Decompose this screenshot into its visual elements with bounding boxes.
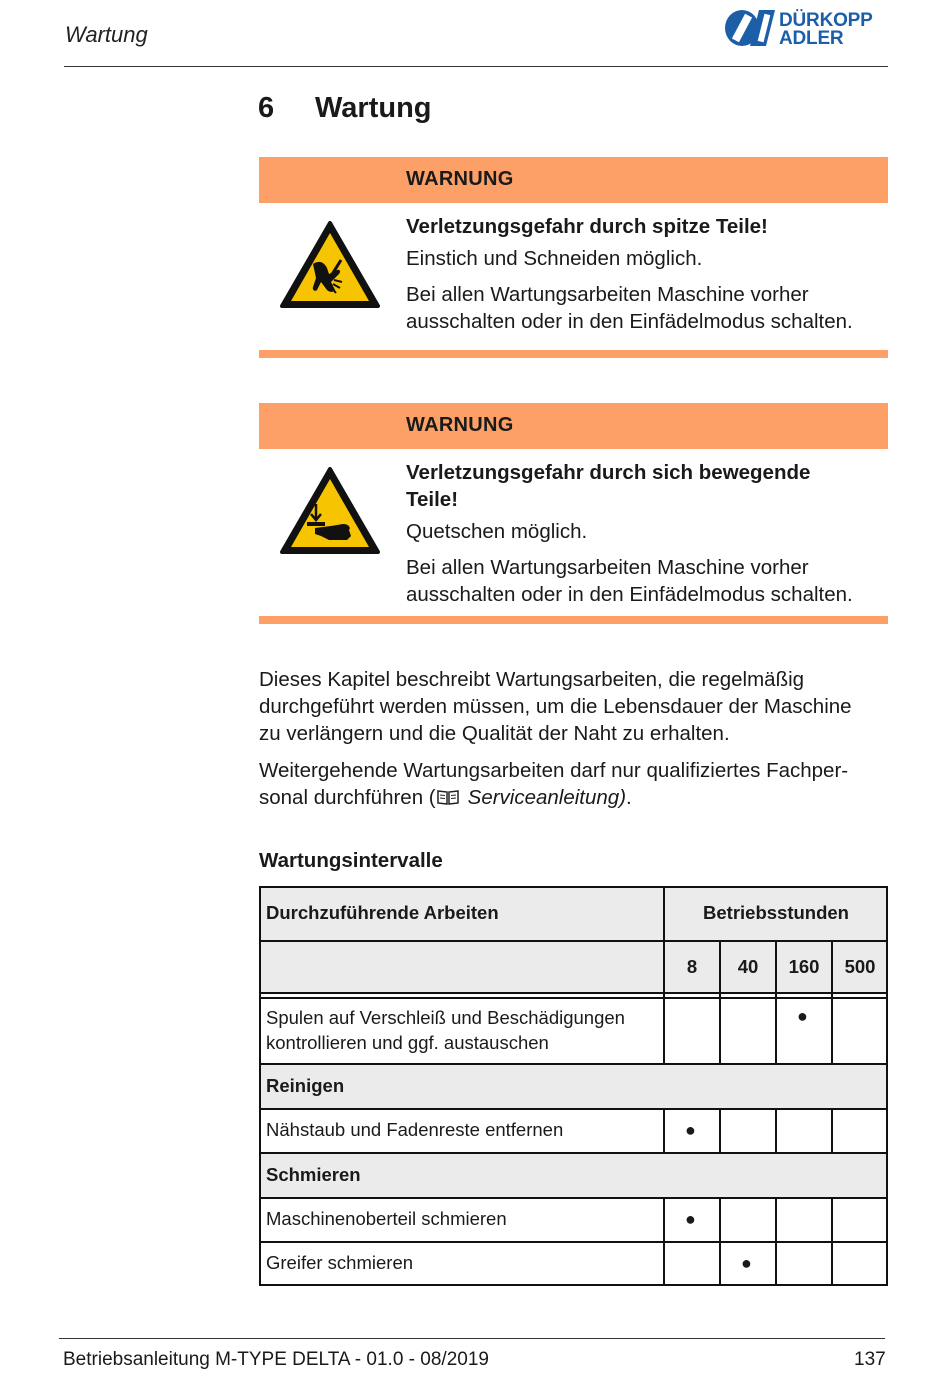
group-row-label: Reinigen (266, 1075, 345, 1096)
warning-header-bar (259, 403, 888, 449)
table-rule (719, 1197, 721, 1286)
chapter-number: 6 (258, 92, 275, 124)
interval-bullet: ● (685, 1209, 696, 1229)
table-rule (259, 997, 888, 999)
interval-bullet: ● (741, 1253, 752, 1273)
brand-name-line1: DÜRKOPP (779, 10, 873, 31)
footer-divider (59, 1338, 885, 1339)
interval-header-500: 500 (844, 956, 876, 977)
table-rule (831, 1197, 833, 1286)
warning-consequence: Quetschen möglich. (406, 520, 588, 543)
warning-instruction-line: ausschalten oder in den Einfädelmodus schalten. (406, 583, 853, 606)
text-line: Weitergehende Wartungsarbeiten darf nur qualifiziertes Fachper- (259, 759, 849, 782)
moving-parts-crush-hazard-icon (279, 466, 381, 556)
table-row-task (266, 1005, 625, 1055)
service-manual-reference[interactable]: Serviceanleitung) (467, 786, 627, 809)
warning-label: WARNUNG (406, 168, 514, 190)
warning-bottom-bar (259, 616, 888, 624)
book-icon (436, 788, 460, 806)
interval-bullet: ● (685, 1120, 696, 1140)
chapter-title: Wartung (315, 92, 432, 124)
text-line: Dieses Kapitel beschreibt Wartungsarbeiten, die regelmäßig (259, 668, 805, 691)
footer-document-title: Betriebsanleitung M-TYPE DELTA - 01.0 - 08/2019 (63, 1349, 489, 1370)
table-rule (775, 1108, 777, 1153)
warning-header-bar (259, 157, 888, 203)
interval-header-160: 160 (788, 956, 820, 977)
table-rule (775, 1197, 777, 1286)
maintenance-intervals-table (259, 886, 888, 1286)
table-rule (719, 940, 721, 1064)
text-fragment: . (626, 786, 632, 809)
warning-title: Verletzungsgefahr durch spitze Teile! (406, 215, 768, 238)
page-number: 137 (854, 1349, 886, 1370)
intro-paragraph (259, 757, 894, 811)
column-header-task: Durchzuführende Arbeiten (266, 902, 499, 923)
text-line: Spulen auf Verschleiß und Beschädigungen (266, 1007, 625, 1028)
text-line: zu verlängern und die Qualität der Naht zu erhalten. (259, 722, 730, 745)
table-rule (259, 1108, 888, 1110)
warning-instruction-line: ausschalten oder in den Einfädelmodus schalten. (406, 310, 853, 333)
table-rule (259, 886, 261, 1286)
table-rule (259, 886, 888, 888)
warning-title: Verletzungsgefahr durch sich bewegende (406, 461, 811, 484)
interval-bullet: ● (797, 1006, 808, 1026)
table-rule (259, 1284, 888, 1286)
brand-logo (722, 5, 888, 51)
warning-title: Teile! (406, 488, 459, 511)
running-header: Wartung (65, 22, 148, 47)
group-row-label: Schmieren (266, 1164, 361, 1185)
interval-header-40: 40 (737, 956, 759, 977)
table-row-task: Greifer schmieren (266, 1252, 414, 1273)
interval-header-8: 8 (686, 956, 698, 977)
warning-message (406, 459, 896, 608)
warning-message (406, 213, 896, 335)
warning-instruction-line: Bei allen Wartungsarbeiten Maschine vorher (406, 283, 809, 306)
warning-label: WARNUNG (406, 414, 514, 436)
table-rule (663, 1197, 665, 1286)
table-rule (259, 940, 888, 942)
table-rule (259, 1152, 888, 1154)
table-rule (259, 992, 888, 994)
warning-bottom-bar (259, 350, 888, 358)
text-fragment: sonal durchführen ( (259, 786, 436, 809)
table-rule (775, 940, 777, 1064)
text-line: kontrollieren und ggf. austauschen (266, 1032, 549, 1053)
table-rule (831, 1108, 833, 1153)
table-rule (259, 1063, 888, 1065)
text-line (259, 786, 632, 809)
table-row-task: Nähstaub und Fadenreste entfernen (266, 1119, 564, 1140)
brand-logo-mark-icon (722, 5, 776, 51)
warning-instruction-line: Bei allen Wartungsarbeiten Maschine vorher (406, 556, 809, 579)
table-rule (886, 886, 888, 1286)
table-rule (259, 1241, 888, 1243)
intro-paragraph (259, 666, 894, 747)
sharp-parts-hazard-icon (279, 220, 381, 310)
column-header-hours: Betriebsstunden (703, 902, 849, 923)
table-row-task: Maschinenoberteil schmieren (266, 1208, 507, 1229)
warning-consequence: Einstich und Schneiden möglich. (406, 247, 703, 270)
table-rule (663, 1108, 665, 1153)
section-heading: Wartungsintervalle (259, 849, 443, 872)
table-rule (663, 886, 665, 1064)
table-rule (259, 1197, 888, 1199)
brand-name-line2: ADLER (779, 28, 844, 49)
header-divider (64, 66, 888, 67)
group-row-bg (259, 1064, 888, 1108)
table-rule (831, 940, 833, 1064)
table-rule (719, 1108, 721, 1153)
text-line: durchgeführt werden müssen, um die Lebensdauer der Maschine (259, 695, 852, 718)
